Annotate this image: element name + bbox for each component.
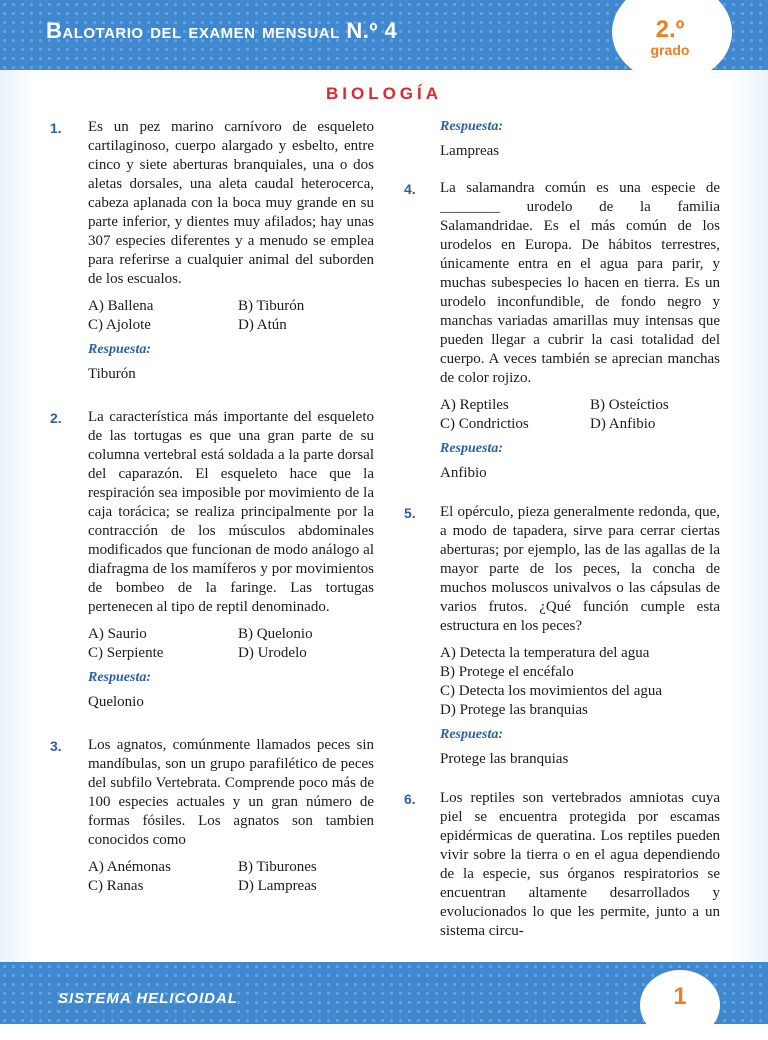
question-3: [50, 736, 374, 896]
question-text: Es un pez marino carnívoro de esqueleto cartilaginoso, cuerpo alargado y esbelto, entre cinco y siete aberturas branquiales, una o dos aletas dorsales, una aleta caudal heterocerca, cabeza aplanada con la boca muy grande en su parte inferior, y dientes muy afilados; hay unas 307 especies diferentes y a menudo se emplea para referirse a cualquier animal del suborden de los escualos.: [88, 119, 374, 287]
option-b: B) Tiburón: [238, 298, 305, 314]
question-4: [404, 179, 720, 483]
option-a: A) Saurio: [88, 626, 147, 642]
question-number: 6.: [404, 791, 416, 807]
option-a: A) Reptiles: [440, 397, 509, 413]
option-b: B) Protege el encéfalo: [440, 664, 574, 680]
question-text: La característica más importante del esqueleto de las tortugas es que una gran parte de su columna vertebral está soldada a la parte dorsal del caparazón. El esqueleto hace que la respiración sea imposible por movimiento de la caja torácica; se realiza principalmente por la contracción de los músculos abdominales modificados que funcionan de modo análogo al diafragma de los mamíferos y por movimientos de bombeo de la faringe. Las tortugas pertenecen al tipo de reptil denominado.: [88, 409, 374, 615]
grade-label: grado: [650, 42, 690, 58]
question-text: El opérculo, pieza generalmente redonda, que, a modo de tapadera, sirve para cerrar ciertas aberturas; por ejemplo, las de las agallas de la mayor parte de los peces, la concha de muchos moluscos univalvos o las cápsulas de varios frutos. ¿Qué función cumple esta estructura en los peces?: [440, 504, 720, 634]
response-answer: Lampreas: [440, 143, 500, 159]
question-text: Los agnatos, comúnmente llamados peces sin mandíbulas, son un grupo parafilético de peces del subfilo Vertebrata. Comprende poco más de 100 especies actuales y un gran número de formas fósiles. Los agnatos son tambien conocidos como: [88, 737, 374, 848]
option-b: B) Quelonio: [238, 626, 313, 642]
option-b: B) Osteíctios: [590, 397, 669, 413]
options: [88, 297, 374, 335]
option-c: C) Serpiente: [88, 645, 164, 661]
response-label: Respuesta:: [440, 441, 503, 456]
option-c: C) Condrictios: [440, 416, 529, 432]
response-answer: Anfibio: [440, 465, 487, 481]
option-a: A) Ballena: [88, 298, 154, 314]
question-number: 5.: [404, 505, 416, 521]
page-title: Balotario del examen mensual N.º 4: [46, 18, 398, 43]
footer-series: SISTEMA HELICOIDAL: [58, 990, 238, 1007]
grade-number: 2.º: [655, 16, 685, 43]
question-number: 1.: [50, 120, 62, 136]
response-label: Respuesta:: [88, 342, 151, 357]
option-a: A) Detecta la temperatura del agua: [440, 645, 650, 661]
options: [440, 396, 720, 434]
option-c: C) Ajolote: [88, 317, 151, 333]
left-frame: [0, 70, 38, 970]
subject-heading: BIOLOGÍA: [325, 84, 443, 103]
question-1: [50, 118, 374, 384]
option-d: D) Atún: [238, 317, 287, 333]
response-label: Respuesta:: [88, 670, 151, 685]
response-label: Respuesta:: [440, 727, 503, 742]
question-6: [404, 789, 720, 941]
option-d: D) Urodelo: [238, 645, 307, 661]
option-d: D) Protege las branquias: [440, 702, 588, 718]
right-column: [404, 118, 720, 941]
question-number: 3.: [50, 738, 62, 754]
question-2: [50, 408, 374, 712]
response-label: Respuesta:: [440, 119, 503, 134]
option-c: C) Detecta los movimientos del agua: [440, 683, 663, 699]
option-c: C) Ranas: [88, 878, 144, 894]
option-a: A) Anémonas: [88, 859, 171, 875]
question-text: Los reptiles son vertebrados amniotas cuya piel se encuentra protegida por escamas epidérmicas de queratina. Los reptiles pueden vivir sobre la tierra o en el agua dependiendo de la especie, sus órganos respiratorios se encuentran altamente desarrollados y evolucionados lo que les permite, junto a un sistema circu-: [440, 790, 720, 939]
left-column: [50, 118, 374, 896]
question-number: 2.: [50, 410, 62, 426]
question-3-response: [440, 118, 720, 161]
option-d: D) Anfibio: [590, 416, 656, 432]
option-d: D) Lampreas: [238, 878, 317, 894]
question-text: La salamandra común es una especie de ________ urodelo de la familia Salamandridae. Es el más común de los urodelos en Europa. De hábitos terrestres, únicamente entra en el agua para parir, y muchas subespecies lo hacen en tierra. Es un urodelo inconfundible, de fondo negro y manchas variadas amarillas muy intensas que pueden llegar a cubrir la casi totalidad del cuerpo. A veces también se aprecian manchas de color rojizo.: [440, 180, 720, 386]
options: [88, 858, 374, 896]
right-frame: [730, 70, 768, 970]
options: [88, 625, 374, 663]
page-number: 1: [673, 983, 687, 1010]
question-number: 4.: [404, 181, 416, 197]
question-5: [404, 503, 720, 769]
response-answer: Protege las branquias: [440, 751, 569, 767]
response-answer: Quelonio: [88, 694, 144, 710]
response-answer: Tiburón: [88, 366, 136, 382]
options: [440, 644, 720, 720]
option-b: B) Tiburones: [238, 859, 317, 875]
